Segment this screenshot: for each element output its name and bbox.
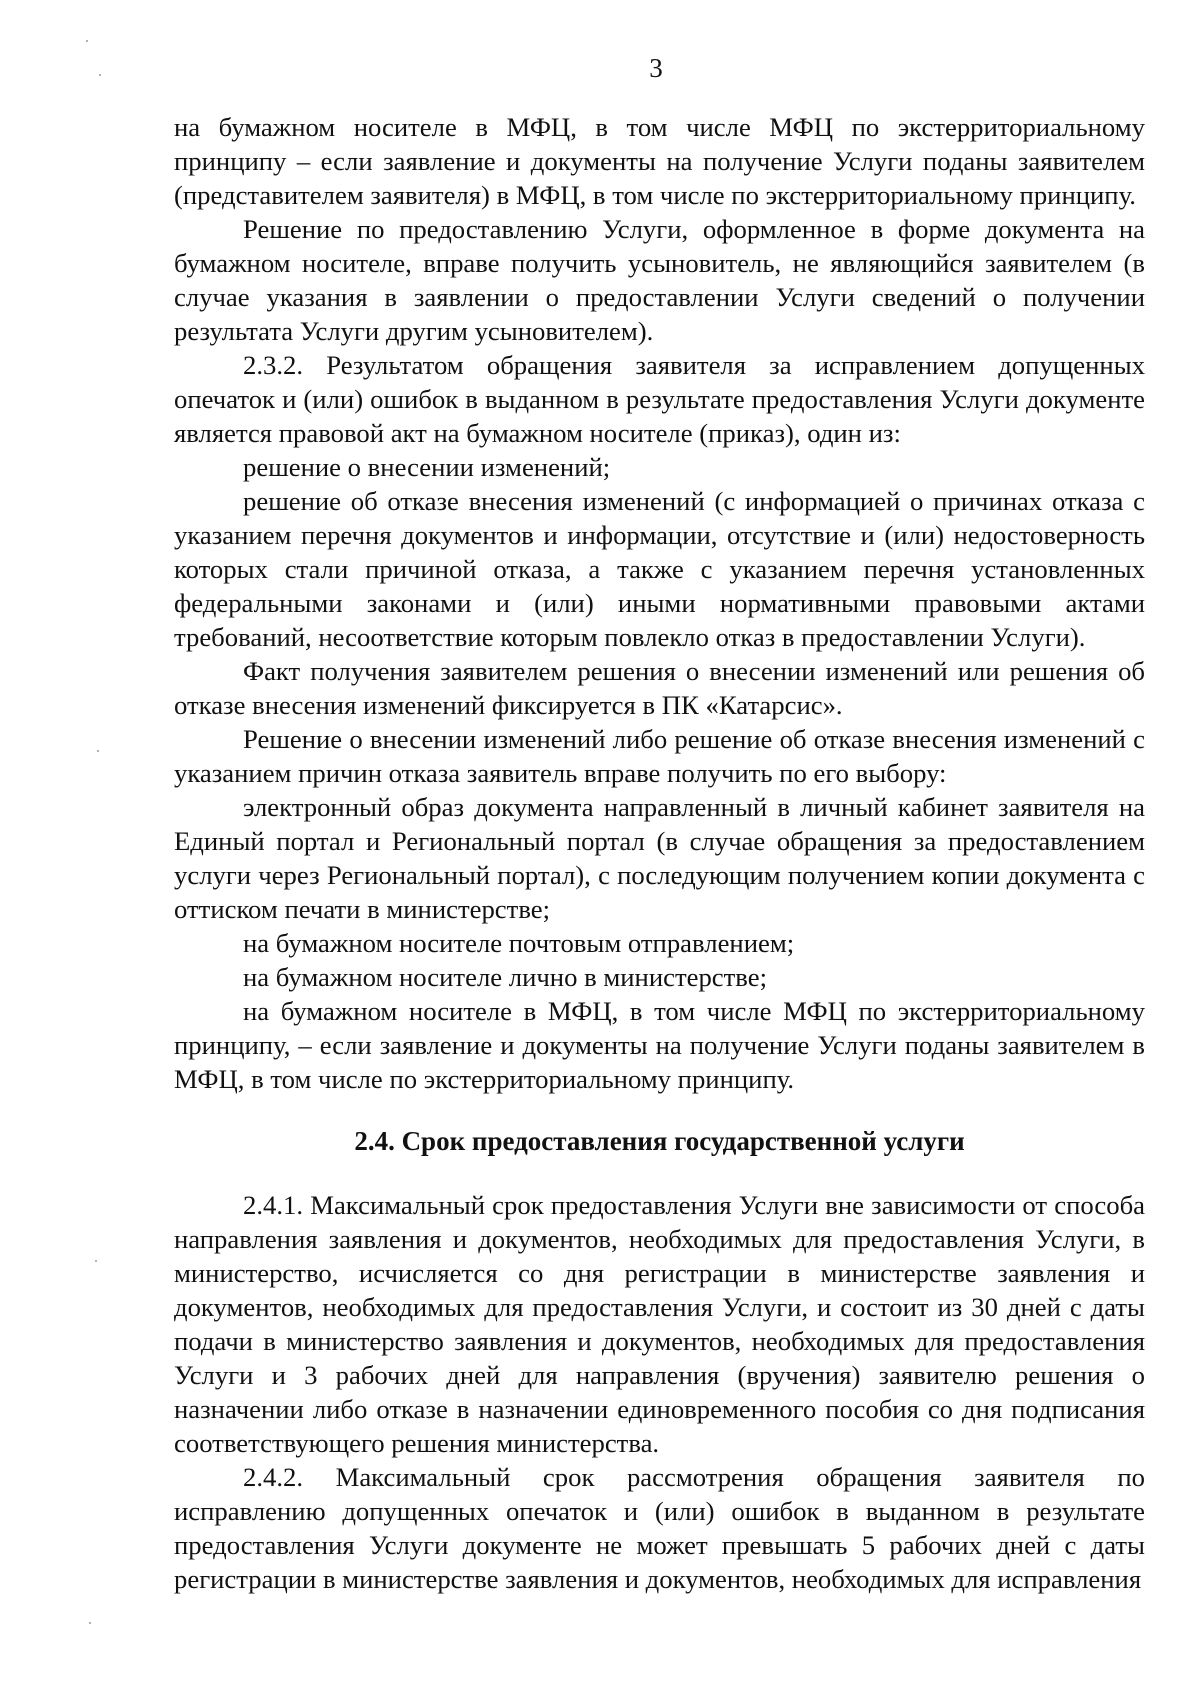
paragraph: на бумажном носителе лично в министерстве; [243, 962, 768, 992]
paragraph: решение о внесении изменений; [243, 452, 611, 482]
scan-speck [97, 750, 99, 752]
scan-speck [86, 40, 88, 42]
paragraph: Факт получения заявителем решения о внесении изменений или решения об отказе внесения изменений фиксируется в ПК «Катарсис». [174, 656, 1145, 720]
paragraph: 2.4.1. Максимальный срок предоставления Услуги вне зависимости от способа направления заявления и документов, необходимых для предоставления Услуги, в министерство, исчисляется со дня регистрации в министерстве заявления и документов, необходимых для предоставления Услуги, и состоит из 30 дней с даты подачи в министерство заявления и документов, необходимых для предоставления Услуги и 3 рабочих дней для направления (вручения) заявителю решения о назначении либо отказе в назначении единовременного пособия со дня подписания соответствующего решения министерства. [174, 1190, 1145, 1458]
paragraph: электронный образ документа направленный в личный кабинет заявителя на Единый портал и Региональный портал (в случае обращения за предоставлением услуги через Региональный портал), с последующим получением копии документа с оттиском печати в министерстве; [174, 792, 1145, 924]
section-heading: 2.4. Срок предоставления государственной услуги [354, 1126, 965, 1156]
paragraph: на бумажном носителе в МФЦ, в том числе МФЦ по экстерриториальному принципу, – если заявление и документы на получение Услуги поданы заявителем в МФЦ, в том числе по экстерриториальному принципу. [174, 996, 1145, 1094]
paragraph: 2.4.2. Максимальный срок рассмотрения обращения заявителя по исправлению допущенных опечаток и (или) ошибок в выданном в результате предоставления Услуги документе не может превышать 5 рабочих дней с даты регистрации в министерстве заявления и документов, необходимых для исправления [174, 1462, 1145, 1594]
paragraph: Решение по предоставлению Услуги, оформленное в форме документа на бумажном носителе, вправе получить усыновитель, не являющийся заявителем (в случае указания в заявлении о предоставлении Услуги сведений о получении результата Услуги другим усыновителем). [174, 214, 1145, 346]
page-number: 3 [649, 53, 663, 83]
document-body [174, 110, 1145, 1596]
section-2-4-body [174, 1188, 1145, 1596]
scan-speck [99, 74, 101, 76]
paragraph: решение об отказе внесения изменений (с информацией о причинах отказа с указанием перечня документов и информации, отсутствие и (или) недостоверность которых стали причиной отказа, а также с указанием перечня установленных федеральными законами и (или) иными нормативными правовыми актами требований, несоответствие которым повлекло отказ в предоставлении Услуги). [174, 486, 1145, 652]
paragraph: 2.3.2. Результатом обращения заявителя за исправлением допущенных опечаток и (или) ошибок в выданном в результате предоставления Услуги документе является правовой акт на бумажном носителе (приказ), один из: [174, 350, 1145, 448]
scan-speck [89, 1622, 91, 1624]
paragraph: Решение о внесении изменений либо решение об отказе внесения изменений с указанием причин отказа заявитель вправе получить по его выбору: [174, 724, 1145, 788]
paragraph: на бумажном носителе почтовым отправлением; [243, 928, 795, 958]
scan-speck [95, 1260, 97, 1262]
section-2-3-continuation [174, 110, 1145, 1096]
paragraph: на бумажном носителе в МФЦ, в том числе МФЦ по экстерриториальному принципу – если заявление и документы на получение Услуги поданы заявителем (представителем заявителя) в МФЦ, в том числе по экстерриториальному принципу. [174, 112, 1145, 210]
